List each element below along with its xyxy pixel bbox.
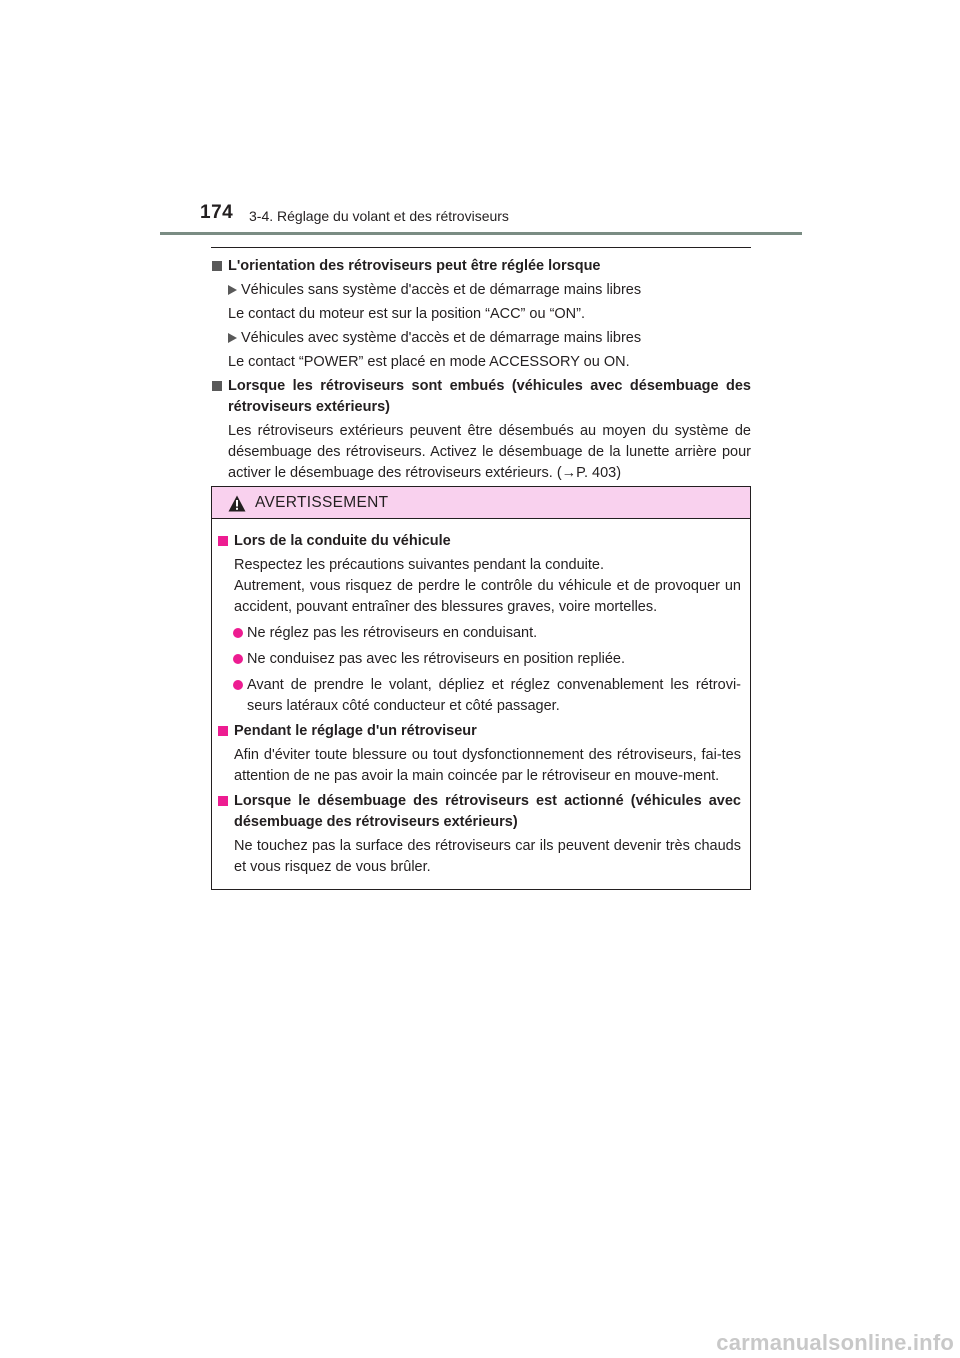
body-text: Le contact du moteur est sur la position “ACC” ou “ON”.: [228, 306, 586, 322]
section-heading: Lorsque les rétroviseurs sont embués (véhicules avec désembuage des rétroviseurs extérieurs): [211, 376, 751, 418]
dot-bullet-icon: [233, 680, 243, 690]
arrow-item: Véhicules sans système d'accès et de démarrage mains libres: [211, 280, 751, 301]
header-rule: [160, 232, 802, 235]
content-rule: [211, 247, 751, 248]
warning-heading: Pendant le réglage d'un rétroviseur: [217, 721, 741, 742]
warning-text: Afin d'éviter toute blessure ou tout dysfonctionnement des rétroviseurs, fai-tes attention de ne pas avoir la main coincée par le rétroviseur en mouve-ment.: [234, 747, 741, 784]
square-bullet-icon: [218, 796, 228, 806]
warning-box: [211, 486, 751, 890]
body-text: Le contact “POWER” est placé en mode ACCESSORY ou ON.: [228, 354, 630, 370]
body-text: Les rétroviseurs extérieurs peuvent être désembués au moyen du système de désembuage des rétroviseurs. Activez le désembuage de la lunette arrière pour activer le désembuage des rétroviseurs extérieurs. (→P. 403): [228, 423, 751, 481]
warning-header: [212, 487, 750, 519]
dot-bullet-icon: [233, 654, 243, 664]
section-heading: L'orientation des rétroviseurs peut être réglée lorsque: [211, 256, 751, 277]
warning-title: AVERTISSEMENT: [255, 494, 389, 511]
square-bullet-icon: [212, 381, 222, 391]
warning-body: [212, 519, 750, 878]
warning-heading: Lorsque le désembuage des rétroviseurs est actionné (véhicules avec désembuage des rétroviseurs extérieurs): [217, 791, 741, 833]
warning-heading: Lors de la conduite du véhicule: [217, 531, 741, 552]
list-item: Ne réglez pas les rétroviseurs en conduisant.: [217, 623, 741, 644]
square-bullet-icon: [218, 726, 228, 736]
warning-text: Ne touchez pas la surface des rétroviseurs car ils peuvent devenir très chauds et vous risquez de vous brûler.: [234, 838, 741, 875]
arrow-bullet-icon: [228, 333, 237, 343]
dot-bullet-icon: [233, 628, 243, 638]
square-bullet-icon: [212, 261, 222, 271]
main-content: [211, 256, 751, 487]
warning-text: Respectez les précautions suivantes pendant la conduite. Autrement, vous risquez de perdre le contrôle du véhicule et de provoquer un accident, pouvant entraîner des blessures graves, voire mortelles.: [234, 557, 741, 615]
warning-triangle-icon: [228, 495, 246, 512]
square-bullet-icon: [218, 536, 228, 546]
list-item: Ne conduisez pas avec les rétroviseurs en position repliée.: [217, 649, 741, 670]
list-item: Avant de prendre le volant, dépliez et réglez convenablement les rétrovi-seurs latéraux côté conducteur et côté passager.: [217, 675, 741, 717]
page-number: 174: [200, 202, 234, 223]
arrow-item: Véhicules avec système d'accès et de démarrage mains libres: [211, 328, 751, 349]
arrow-bullet-icon: [228, 285, 237, 295]
section-title: 3-4. Réglage du volant et des rétroviseurs: [249, 208, 509, 224]
watermark: carmanualsonline.info: [716, 1330, 954, 1355]
